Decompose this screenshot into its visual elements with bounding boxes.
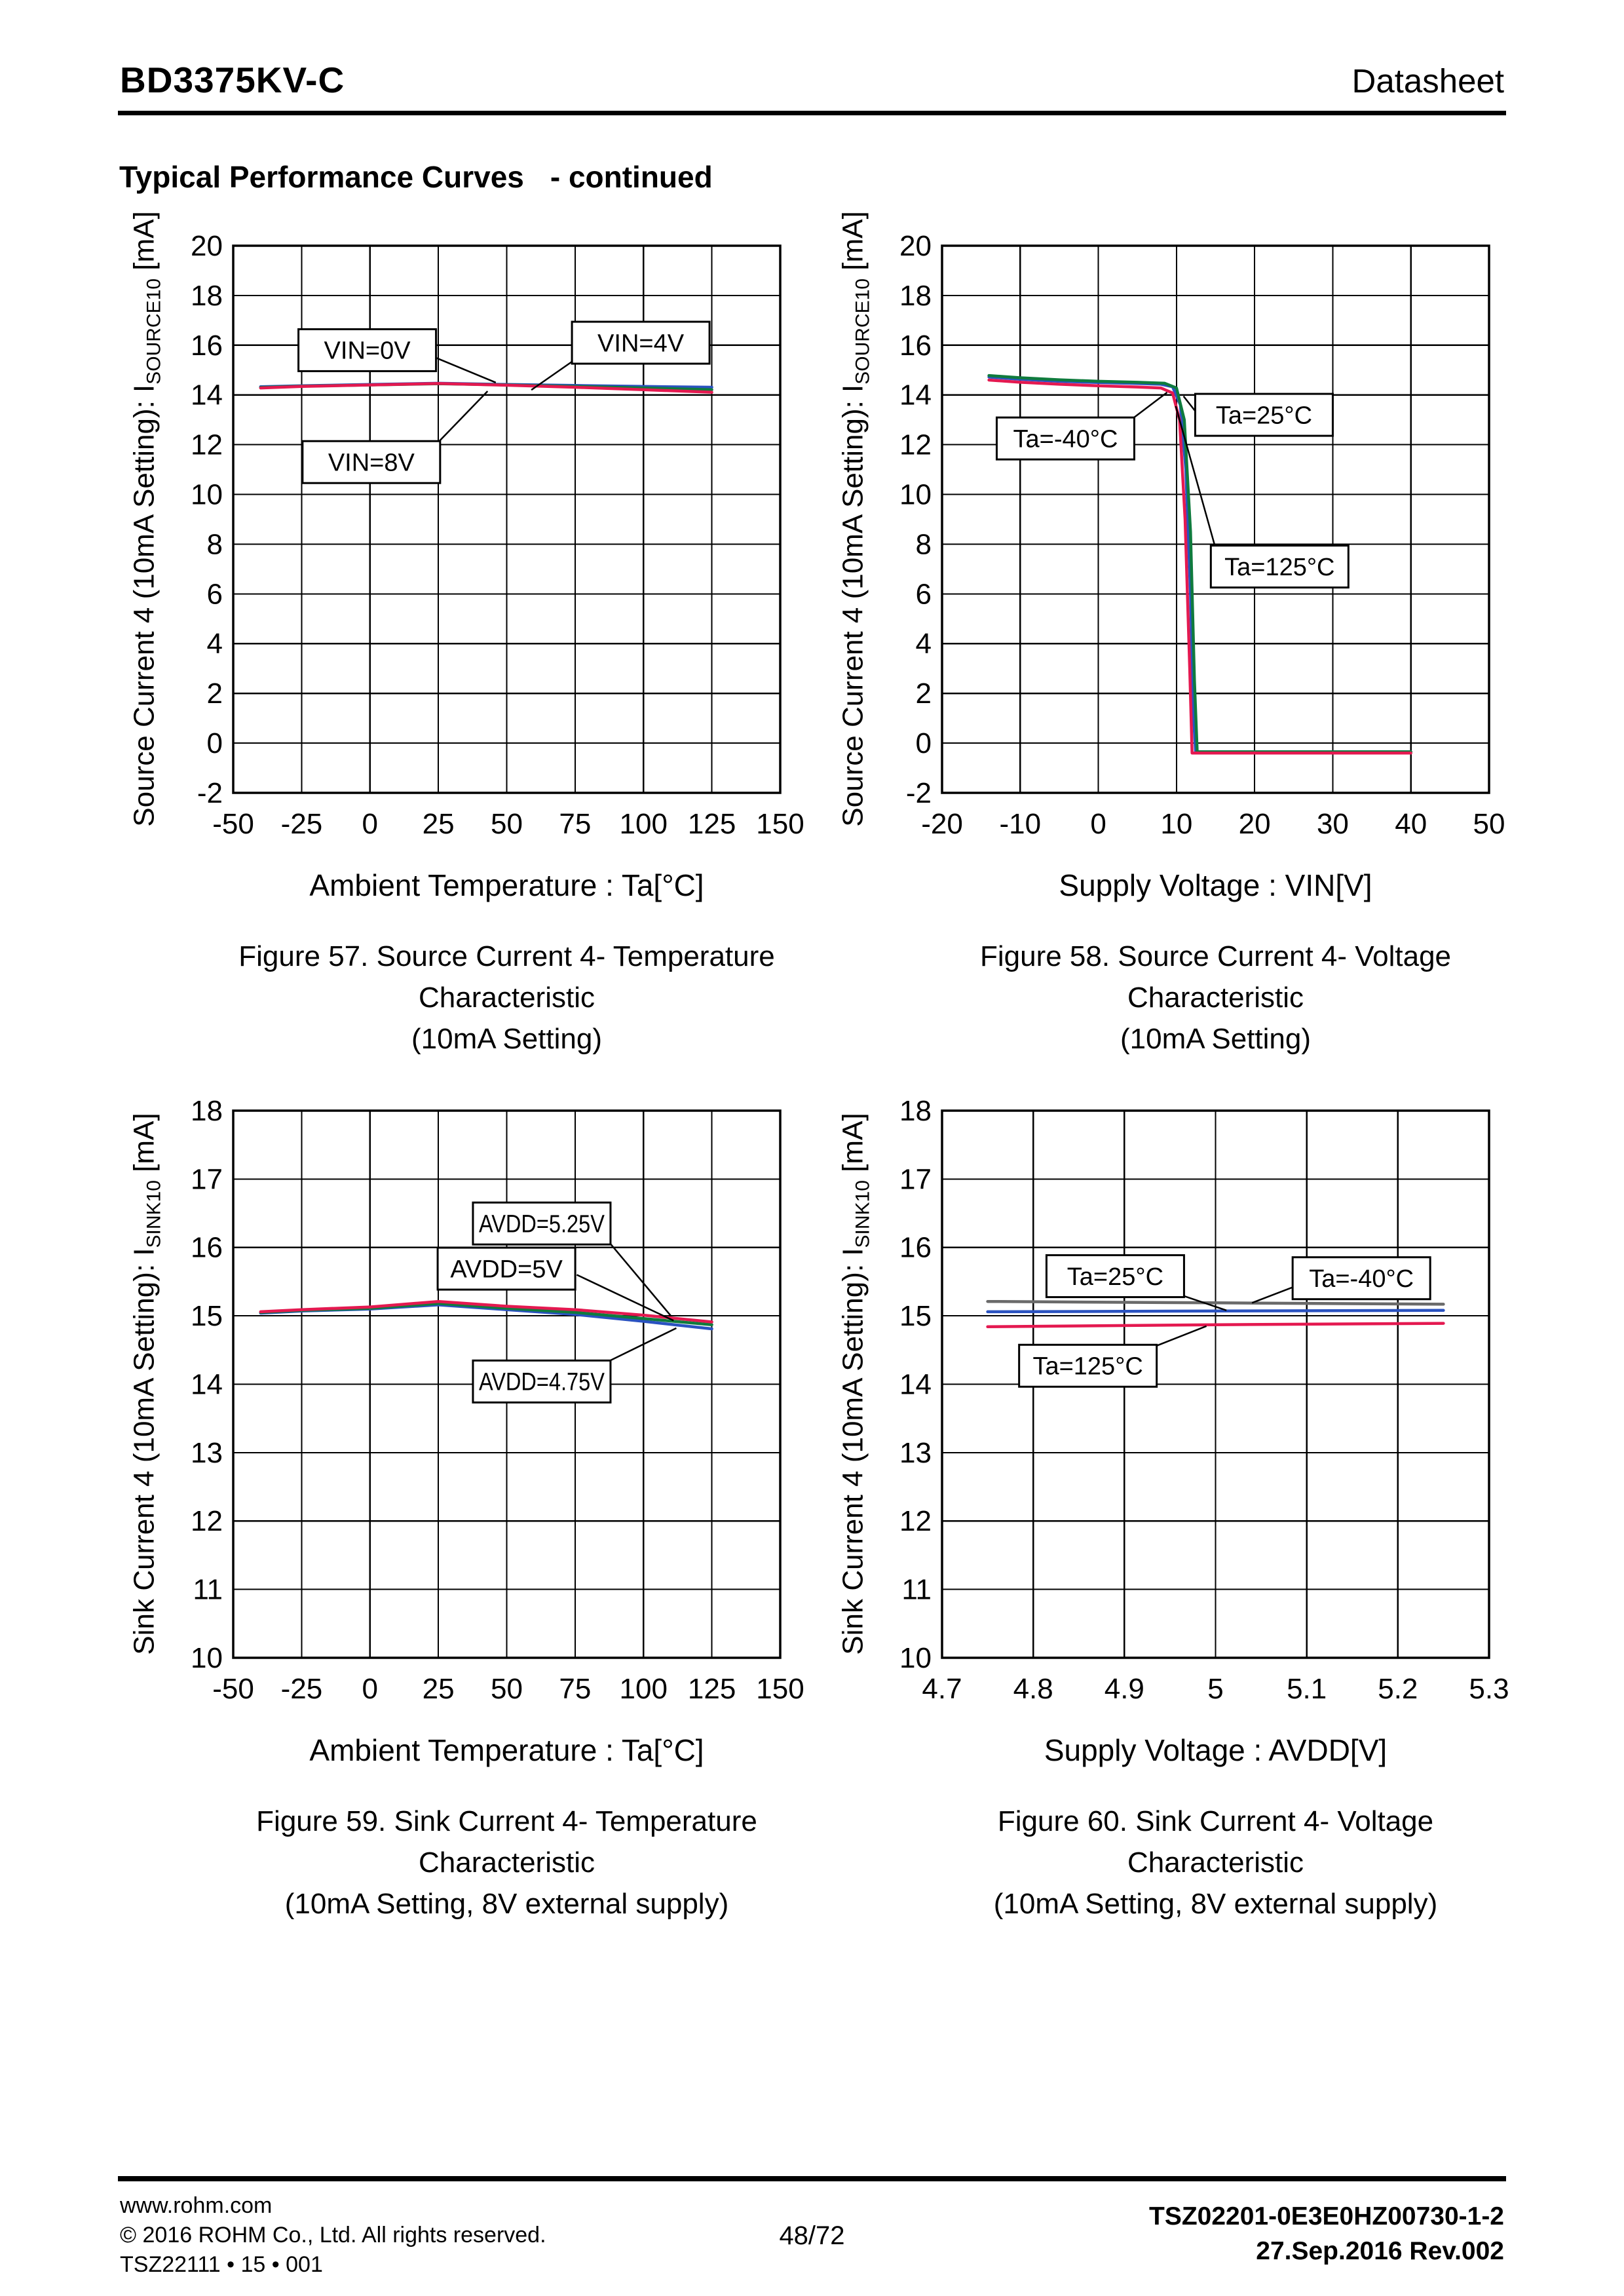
y-tick-label: 12 — [899, 429, 932, 461]
y-tick-label: 2 — [206, 678, 223, 710]
figure-caption-line2: (10mA Setting) — [411, 1023, 603, 1055]
x-tick-label: 25 — [422, 1673, 455, 1705]
annotation-label: Ta=25°C — [1215, 402, 1313, 430]
y-tick-label: -2 — [197, 776, 223, 809]
y-tick-label: 0 — [206, 727, 223, 760]
figure-caption — [155, 1801, 813, 1924]
x-axis-title: Ambient Temperature : Ta[°C] — [309, 868, 704, 902]
figure-59-canvas — [155, 1094, 813, 1713]
figure-caption-line1: Figure 59. Sink Current 4- Temperature Characteristic — [256, 1805, 757, 1879]
x-tick-label: 10 — [1160, 808, 1193, 840]
y-axis-title-text: Source Current 4 (10mA Setting): I — [837, 384, 869, 827]
series-line-ta-25-c — [988, 1311, 1444, 1312]
x-axis-title: Ambient Temperature : Ta[°C] — [309, 1733, 704, 1767]
footer-doc-number: TSZ02201-0E3E0HZ00730-1-2 — [1149, 2202, 1504, 2230]
y-axis-title-text: Source Current 4 (10mA Setting): I — [128, 384, 161, 827]
x-tick-label: 75 — [559, 1673, 592, 1705]
y-tick-label: 14 — [191, 379, 223, 411]
y-tick-label: 8 — [206, 528, 223, 561]
y-axis-title-sub: SOURCE10 — [852, 278, 874, 385]
figure-caption-line1: Figure 60. Sink Current 4- Voltage Characteristic — [997, 1805, 1434, 1879]
x-axis-title: Supply Voltage : AVDD[V] — [1044, 1733, 1388, 1767]
y-tick-label: 6 — [915, 578, 932, 611]
x-tick-label: 5.3 — [1469, 1673, 1509, 1705]
y-tick-label: 14 — [899, 379, 932, 411]
annotation-label: AVDD=4.75V — [478, 1368, 605, 1396]
y-tick-label: 14 — [191, 1368, 223, 1401]
x-tick-label: 4.9 — [1104, 1673, 1144, 1705]
series-line-ta--40-c — [988, 1301, 1444, 1304]
annotation-label: Ta=125°C — [1032, 1352, 1143, 1381]
figure-caption-line2: (10mA Setting, 8V external supply) — [993, 1888, 1438, 1920]
x-tick-label: 20 — [1238, 808, 1271, 840]
annotation-label: VIN=0V — [324, 337, 411, 365]
x-tick-label: 0 — [1090, 808, 1106, 840]
x-tick-label: -20 — [921, 808, 963, 840]
x-tick-label: 100 — [619, 1673, 668, 1705]
annotation-label: VIN=4V — [597, 330, 685, 358]
y-tick-label: 15 — [899, 1300, 932, 1333]
annotation-leader — [436, 358, 496, 383]
y-tick-label: 4 — [206, 628, 223, 660]
x-tick-label: 5.2 — [1378, 1673, 1418, 1705]
figure-caption-line1: Figure 57. Source Current 4- Temperature Characteristic — [238, 940, 775, 1014]
figure-58-chart — [863, 229, 1522, 849]
plot-border — [942, 246, 1489, 793]
x-tick-label: 125 — [687, 808, 736, 840]
y-tick-label: 17 — [191, 1163, 223, 1196]
annotation-label: VIN=8V — [328, 449, 415, 477]
x-tick-label: 4.8 — [1013, 1673, 1053, 1705]
y-axis-title-sub: SINK10 — [852, 1180, 874, 1248]
y-tick-label: 11 — [193, 1573, 223, 1606]
footer-doc-code: TSZ22111 • 15 • 001 — [120, 2252, 323, 2277]
x-tick-label: 50 — [491, 1673, 523, 1705]
figure-57-chart — [155, 229, 813, 849]
y-tick-label: 14 — [899, 1368, 932, 1401]
y-tick-label: 10 — [191, 478, 223, 511]
x-tick-label: -50 — [212, 808, 254, 840]
figure-caption-line1: Figure 58. Source Current 4- Voltage Characteristic — [979, 940, 1452, 1014]
y-tick-label: 20 — [899, 229, 932, 262]
y-tick-label: 10 — [191, 1641, 223, 1674]
y-tick-label: 18 — [899, 1094, 932, 1127]
x-tick-label: 25 — [422, 808, 455, 840]
x-axis-title: Supply Voltage : VIN[V] — [1059, 868, 1372, 902]
y-tick-label: 13 — [191, 1436, 223, 1469]
section-title-main: Typical Performance Curves — [119, 160, 524, 194]
figure-caption — [863, 1801, 1522, 1924]
annotation-leader — [1154, 1326, 1206, 1347]
annotation-label: Ta=125°C — [1224, 553, 1335, 581]
figure-59-block — [117, 1082, 824, 1920]
figure-caption-line2: (10mA Setting, 8V external supply) — [284, 1888, 729, 1920]
y-axis-title-text: Sink Current 4 (10mA Setting): I — [837, 1248, 869, 1655]
y-tick-label: 8 — [915, 528, 932, 561]
figure-59-chart — [155, 1094, 813, 1713]
annotation-leader — [438, 391, 487, 442]
y-tick-label: 15 — [191, 1300, 223, 1333]
y-axis-title-unit: [mA] — [837, 1113, 869, 1181]
x-tick-label: 50 — [491, 808, 523, 840]
figure-57-block — [117, 211, 824, 1055]
y-axis-title-unit: [mA] — [128, 211, 161, 278]
y-tick-label: -2 — [905, 776, 932, 809]
y-tick-label: 16 — [899, 329, 932, 362]
x-tick-label: 75 — [559, 808, 592, 840]
part-number: BD3375KV-C — [120, 60, 345, 100]
header-rule — [118, 111, 1506, 115]
y-tick-label: 6 — [206, 578, 223, 611]
x-tick-label: 0 — [362, 1673, 378, 1705]
footer-right — [1149, 2199, 1504, 2268]
y-tick-label: 10 — [899, 1641, 932, 1674]
section-title — [119, 159, 713, 195]
footer-website: www.rohm.com — [120, 2193, 273, 2218]
x-tick-label: 40 — [1395, 808, 1427, 840]
y-tick-label: 12 — [191, 429, 223, 461]
annotation-label: Ta=25°C — [1067, 1263, 1164, 1291]
section-title-suffix: - continued — [550, 160, 713, 194]
y-axis-title-sub: SOURCE10 — [143, 278, 165, 385]
y-tick-label: 10 — [899, 478, 932, 511]
y-axis-title-unit: [mA] — [837, 211, 869, 278]
annotation-label: AVDD=5.25V — [478, 1210, 605, 1238]
figure-60-block — [825, 1082, 1533, 1920]
y-tick-label: 16 — [191, 1231, 223, 1264]
annotation-label: Ta=-40°C — [1013, 425, 1118, 453]
figure-60-chart — [863, 1094, 1522, 1713]
figure-caption — [863, 936, 1522, 1060]
figure-caption — [155, 936, 813, 1060]
y-tick-label: 20 — [191, 229, 223, 262]
y-tick-label: 16 — [899, 1231, 932, 1264]
x-tick-label: 150 — [756, 808, 804, 840]
x-tick-label: 50 — [1473, 808, 1505, 840]
x-tick-label: 4.7 — [922, 1673, 962, 1705]
x-tick-label: 5.1 — [1287, 1673, 1327, 1705]
footer-copyright: © 2016 ROHM Co., Ltd. All rights reserved. — [120, 2223, 546, 2248]
x-tick-label: 150 — [756, 1673, 804, 1705]
annotation-leader — [1252, 1287, 1293, 1303]
y-tick-label: 18 — [899, 279, 932, 312]
doc-type-label: Datasheet — [1351, 62, 1504, 100]
y-axis-title-unit: [mA] — [128, 1113, 161, 1181]
y-tick-label: 0 — [915, 727, 932, 760]
y-axis-title-sub: SINK10 — [143, 1180, 165, 1248]
x-tick-label: 5 — [1207, 1673, 1224, 1705]
y-tick-label: 16 — [191, 329, 223, 362]
figure-60-canvas — [863, 1094, 1522, 1713]
y-tick-label: 13 — [899, 1436, 932, 1469]
y-tick-label: 17 — [899, 1163, 932, 1196]
y-tick-label: 12 — [191, 1505, 223, 1538]
page-number: 48/72 — [779, 2221, 845, 2250]
x-tick-label: -50 — [212, 1673, 254, 1705]
x-tick-label: -25 — [280, 1673, 323, 1705]
y-axis-title-text: Sink Current 4 (10mA Setting): I — [128, 1248, 161, 1655]
figure-58-canvas — [863, 229, 1522, 849]
figure-57-canvas — [155, 229, 813, 849]
y-tick-label: 12 — [899, 1505, 932, 1538]
annotation-leader — [1184, 396, 1196, 411]
figure-caption-line2: (10mA Setting) — [1120, 1023, 1312, 1055]
y-tick-label: 18 — [191, 1094, 223, 1127]
x-tick-label: 100 — [619, 808, 668, 840]
x-tick-label: -10 — [999, 808, 1042, 840]
x-tick-label: 30 — [1316, 808, 1349, 840]
x-tick-label: 0 — [362, 808, 378, 840]
y-tick-label: 2 — [915, 678, 932, 710]
footer-revision: 27.Sep.2016 Rev.002 — [1256, 2237, 1504, 2265]
y-tick-label: 18 — [191, 279, 223, 312]
y-tick-label: 11 — [901, 1573, 932, 1606]
x-tick-label: 125 — [687, 1673, 736, 1705]
annotation-leader — [1134, 392, 1167, 417]
figure-58-block — [825, 211, 1533, 1055]
footer-rule — [118, 2176, 1506, 2181]
y-tick-label: 4 — [915, 628, 932, 660]
x-tick-label: -25 — [280, 808, 323, 840]
annotation-label: AVDD=5V — [450, 1255, 563, 1284]
annotation-label: Ta=-40°C — [1309, 1265, 1414, 1293]
